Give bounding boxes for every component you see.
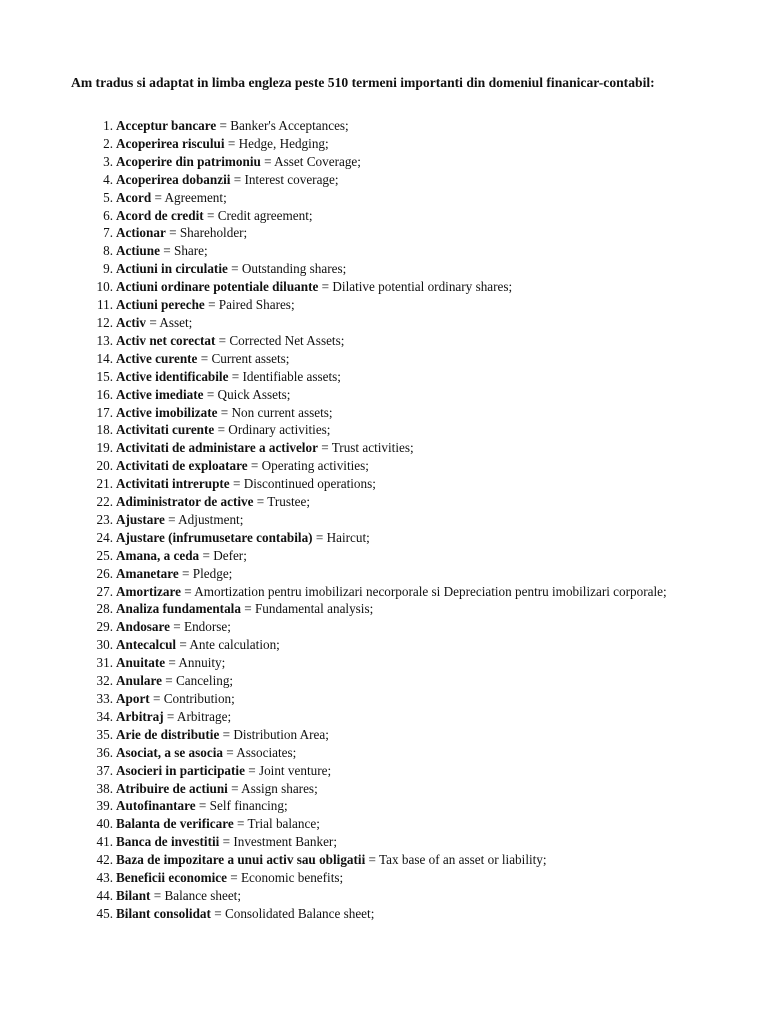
- english-translation: Discontinued operations;: [243, 476, 376, 492]
- item-number: 45.: [96, 905, 113, 921]
- item-number: 14.: [96, 350, 113, 366]
- item-number: 24.: [96, 529, 113, 545]
- english-translation: Trial balance;: [247, 816, 320, 832]
- romanian-term: Activitati de administare a activelor: [116, 440, 318, 456]
- english-translation: Joint venture;: [258, 762, 332, 778]
- english-translation: Ante calculation;: [189, 637, 280, 653]
- item-number: 42.: [96, 852, 113, 868]
- english-translation: Endorse;: [184, 619, 231, 635]
- glossary-item: 1. Acceptur bancare = Banker's Acceptances;: [71, 117, 711, 135]
- english-translation: Fundamental analysis;: [254, 601, 374, 617]
- romanian-term: Amana, a ceda: [116, 547, 200, 563]
- english-translation: Economic benefits;: [241, 870, 344, 886]
- romanian-term: Aport: [116, 691, 150, 706]
- item-number: 30.: [96, 637, 113, 653]
- english-translation: Hedge, Hedging;: [238, 135, 329, 151]
- glossary-item: 31. Anuitate = Annuity;: [71, 654, 711, 672]
- glossary-item: 36. Asociat, a se asocia = Associates;: [71, 744, 711, 762]
- english-translation: Consolidated Balance sheet;: [224, 905, 375, 921]
- romanian-term: Bilant: [116, 887, 151, 903]
- item-number: 25.: [96, 547, 113, 563]
- glossary-item: 28. Analiza fundamentala = Fundamental analysis;: [71, 600, 711, 618]
- glossary-item: 19. Activitati de administare a activelor = Trust activities;: [71, 439, 711, 457]
- glossary-item: 6. Acord de credit = Credit agreement;: [71, 207, 711, 225]
- romanian-term: Andosare: [116, 619, 170, 635]
- english-translation: Investment Banker;: [233, 834, 337, 850]
- glossary-item: 12. Activ = Asset;: [71, 314, 711, 332]
- item-number: 21.: [96, 476, 113, 492]
- romanian-term: Autofinantare: [116, 798, 196, 814]
- item-number: 44.: [96, 887, 113, 903]
- item-number: 4.: [103, 171, 113, 187]
- item-number: 34.: [96, 708, 113, 724]
- glossary-item: 10. Actiuni ordinare potentiale diluante = Dilative potential ordinary shares;: [71, 278, 711, 296]
- glossary-item: 30. Antecalcul = Ante calculation;: [71, 636, 711, 654]
- romanian-term: Asociat, a se asocia: [116, 744, 223, 760]
- item-number: 2.: [103, 135, 113, 151]
- romanian-term: Anulare: [116, 673, 162, 689]
- glossary-item: 5. Acord = Agreement;: [71, 189, 711, 207]
- document-heading: Am tradus si adaptat in limba engleza peste 510 termeni importanti din domeniul finanicar-contabil:: [71, 75, 655, 90]
- item-number: 22.: [96, 494, 113, 510]
- romanian-term: Activitati intrerupte: [116, 476, 230, 492]
- english-translation: Quick Assets;: [217, 386, 291, 402]
- item-number: 35.: [96, 726, 113, 742]
- item-number: 7.: [103, 225, 113, 241]
- romanian-term: Activitati curente: [116, 422, 215, 438]
- glossary-item: 9. Actiuni in circulatie = Outstanding shares;: [71, 260, 711, 278]
- english-translation: Outstanding shares;: [241, 261, 347, 277]
- english-translation: Tax base of an asset or liability;: [379, 852, 547, 868]
- item-number: 13.: [96, 332, 113, 348]
- item-number: 40.: [96, 816, 113, 832]
- english-translation: Haircut;: [326, 529, 370, 545]
- romanian-term: Anuitate: [116, 655, 166, 671]
- romanian-term: Amortizare: [116, 583, 181, 599]
- glossary-item: 13. Activ net corectat = Corrected Net Assets;: [71, 332, 711, 350]
- item-number: 1.: [103, 118, 113, 133]
- romanian-term: Acoperirea riscului: [116, 135, 225, 151]
- glossary-item: 4. Acoperirea dobanzii = Interest coverage;: [71, 171, 711, 189]
- romanian-term: Analiza fundamentala: [116, 601, 241, 617]
- item-number: 16.: [96, 386, 113, 402]
- glossary-item: 34. Arbitraj = Arbitrage;: [71, 708, 711, 726]
- glossary-item: 38. Atribuire de actiuni = Assign shares;: [71, 780, 711, 798]
- item-number: 23.: [96, 511, 113, 527]
- item-number: 11.: [97, 297, 113, 313]
- glossary-item: 11. Actiuni pereche = Paired Shares;: [71, 296, 711, 314]
- glossary-item: 39. Autofinantare = Self financing;: [71, 797, 711, 815]
- item-number: 3.: [103, 153, 113, 169]
- glossary-item: 43. Beneficii economice = Economic benefits;: [71, 869, 711, 887]
- english-translation: Trustee;: [267, 494, 311, 510]
- item-number: 39.: [96, 798, 113, 814]
- romanian-term: Actionar: [116, 225, 166, 241]
- glossary-item: 33. Aport = Contribution;: [71, 690, 711, 708]
- item-number: 9.: [103, 261, 113, 277]
- english-translation: Agreement;: [164, 189, 227, 205]
- english-translation: Corrected Net Assets;: [229, 332, 345, 348]
- item-number: 6.: [103, 207, 113, 223]
- romanian-term: Active identificabile: [116, 368, 229, 384]
- glossary-item: 3. Acoperire din patrimoniu = Asset Coverage;: [71, 153, 711, 171]
- glossary-item: 18. Activitati curente = Ordinary activities;: [71, 421, 711, 439]
- romanian-term: Activ: [116, 314, 147, 330]
- romanian-term: Activ net corectat: [116, 332, 216, 348]
- romanian-term: Banca de investitii: [116, 834, 220, 850]
- item-number: 27.: [96, 583, 113, 599]
- romanian-term: Ajustare: [116, 511, 165, 527]
- english-translation: Credit agreement;: [217, 207, 313, 223]
- glossary-item: 8. Actiune = Share;: [71, 242, 711, 260]
- glossary-item: 45. Bilant consolidat = Consolidated Balance sheet;: [71, 905, 711, 923]
- english-translation: Identifiable assets;: [242, 368, 341, 384]
- romanian-term: Acoperirea dobanzii: [116, 171, 231, 187]
- item-number: 18.: [96, 422, 113, 438]
- glossary-item: 25. Amana, a ceda = Defer;: [71, 547, 711, 565]
- english-translation: Arbitrage;: [176, 708, 232, 724]
- glossary-item: 15. Active identificabile = Identifiable assets;: [71, 368, 711, 386]
- english-translation: Shareholder;: [179, 225, 248, 241]
- romanian-term: Arie de distributie: [116, 726, 220, 742]
- english-translation: Trust activities;: [331, 440, 414, 456]
- romanian-term: Acord: [116, 189, 152, 205]
- romanian-term: Acceptur bancare: [116, 118, 217, 133]
- english-translation: Interest coverage;: [244, 171, 339, 187]
- glossary-item: 22. Adiministrator de active = Trustee;: [71, 493, 711, 511]
- romanian-term: Activitati de exploatare: [116, 458, 248, 474]
- romanian-term: Adiministrator de active: [116, 494, 254, 510]
- english-translation: Current assets;: [211, 350, 290, 366]
- english-translation: Operating activities;: [261, 458, 369, 474]
- glossary-item: 41. Banca de investitii = Investment Banker;: [71, 833, 711, 851]
- romanian-term: Acoperire din patrimoniu: [116, 153, 261, 169]
- english-translation: Ordinary activities;: [228, 422, 331, 438]
- item-number: 5.: [103, 189, 113, 205]
- romanian-term: Antecalcul: [116, 637, 177, 653]
- english-translation: Assign shares;: [241, 780, 318, 796]
- romanian-term: Asocieri in participatie: [116, 762, 245, 778]
- glossary-item: 17. Active imobilizate = Non current assets;: [71, 404, 711, 422]
- glossary-item: 27. Amortizare = Amortization pentru imobilizari necorporale si Depreciation pentru imobilizari corporale;: [71, 583, 711, 601]
- romanian-term: Arbitraj: [116, 708, 164, 724]
- english-translation: Annuity;: [178, 655, 226, 671]
- glossary-item: 29. Andosare = Endorse;: [71, 618, 711, 636]
- english-translation: Canceling;: [175, 673, 234, 689]
- glossary-item: 21. Activitati intrerupte = Discontinued operations;: [71, 475, 711, 493]
- english-translation: Paired Shares;: [218, 297, 295, 313]
- english-translation: Associates;: [236, 744, 297, 760]
- item-number: 17.: [96, 404, 113, 420]
- item-number: 38.: [96, 780, 113, 796]
- romanian-term: Actiuni pereche: [116, 297, 205, 313]
- romanian-term: Active imediate: [116, 386, 204, 402]
- item-number: 31.: [96, 655, 113, 671]
- romanian-term: Balanta de verificare: [116, 816, 234, 832]
- item-number: 19.: [96, 440, 113, 456]
- item-number: 33.: [96, 691, 113, 706]
- item-number: 26.: [96, 565, 113, 581]
- english-translation: Asset Coverage;: [274, 153, 361, 169]
- glossary-item: 32. Anulare = Canceling;: [71, 672, 711, 690]
- romanian-term: Actiune: [116, 243, 160, 259]
- english-translation: Defer;: [213, 547, 247, 563]
- item-number: 32.: [96, 673, 113, 689]
- glossary-item: 2. Acoperirea riscului = Hedge, Hedging;: [71, 135, 711, 153]
- english-translation: Dilative potential ordinary shares;: [332, 279, 513, 295]
- romanian-term: Baza de impozitare a unui activ sau obligatii: [116, 852, 366, 868]
- glossary-item: 44. Bilant = Balance sheet;: [71, 887, 711, 905]
- glossary-item: 42. Baza de impozitare a unui activ sau obligatii = Tax base of an asset or liability;: [71, 851, 711, 869]
- glossary-item: 24. Ajustare (infrumusetare contabila) = Haircut;: [71, 529, 711, 547]
- english-translation: Share;: [174, 243, 208, 259]
- english-translation: Asset;: [159, 314, 193, 330]
- glossary-item: 40. Balanta de verificare = Trial balance;: [71, 815, 711, 833]
- romanian-term: Acord de credit: [116, 207, 204, 223]
- item-number: 12.: [96, 314, 113, 330]
- glossary-item: 16. Active imediate = Quick Assets;: [71, 386, 711, 404]
- item-number: 15.: [96, 368, 113, 384]
- item-number: 36.: [96, 744, 113, 760]
- glossary-item: 26. Amanetare = Pledge;: [71, 565, 711, 583]
- romanian-term: Actiuni in circulatie: [116, 261, 228, 277]
- english-translation: Balance sheet;: [164, 887, 242, 903]
- glossary-item: 37. Asocieri in participatie = Joint venture;: [71, 762, 711, 780]
- item-number: 43.: [96, 870, 113, 886]
- english-translation: Banker's Acceptances;: [230, 118, 349, 133]
- glossary-item: 20. Activitati de exploatare = Operating activities;: [71, 457, 711, 475]
- item-number: 20.: [96, 458, 113, 474]
- glossary-item: 7. Actionar = Shareholder;: [71, 224, 711, 242]
- romanian-term: Atribuire de actiuni: [116, 780, 228, 796]
- glossary-item: 14. Active curente = Current assets;: [71, 350, 711, 368]
- romanian-term: Bilant consolidat: [116, 905, 211, 921]
- item-number: 41.: [96, 834, 113, 850]
- english-translation: Adjustment;: [178, 511, 244, 527]
- romanian-term: Actiuni ordinare potentiale diluante: [116, 279, 319, 295]
- item-number: 29.: [96, 619, 113, 635]
- glossary-list: [71, 117, 711, 923]
- glossary-item: 23. Ajustare = Adjustment;: [71, 511, 711, 529]
- english-translation: Self financing;: [209, 798, 288, 814]
- english-translation: Non current assets;: [231, 404, 333, 420]
- romanian-term: Active curente: [116, 350, 198, 366]
- item-number: 28.: [96, 601, 113, 617]
- english-translation: Amortization pentru imobilizari necorporale si Depreciation pentru imobilizari corporale;: [194, 583, 667, 599]
- english-translation: Pledge;: [192, 565, 233, 581]
- romanian-term: Active imobilizate: [116, 404, 218, 420]
- english-translation: Distribution Area;: [233, 726, 329, 742]
- item-number: 10.: [96, 279, 113, 295]
- romanian-term: Amanetare: [116, 565, 179, 581]
- item-number: 8.: [103, 243, 113, 259]
- item-number: 37.: [96, 762, 113, 778]
- romanian-term: Beneficii economice: [116, 870, 227, 886]
- english-translation: Contribution;: [163, 691, 235, 706]
- glossary-item: 35. Arie de distributie = Distribution Area;: [71, 726, 711, 744]
- romanian-term: Ajustare (infrumusetare contabila): [116, 529, 313, 545]
